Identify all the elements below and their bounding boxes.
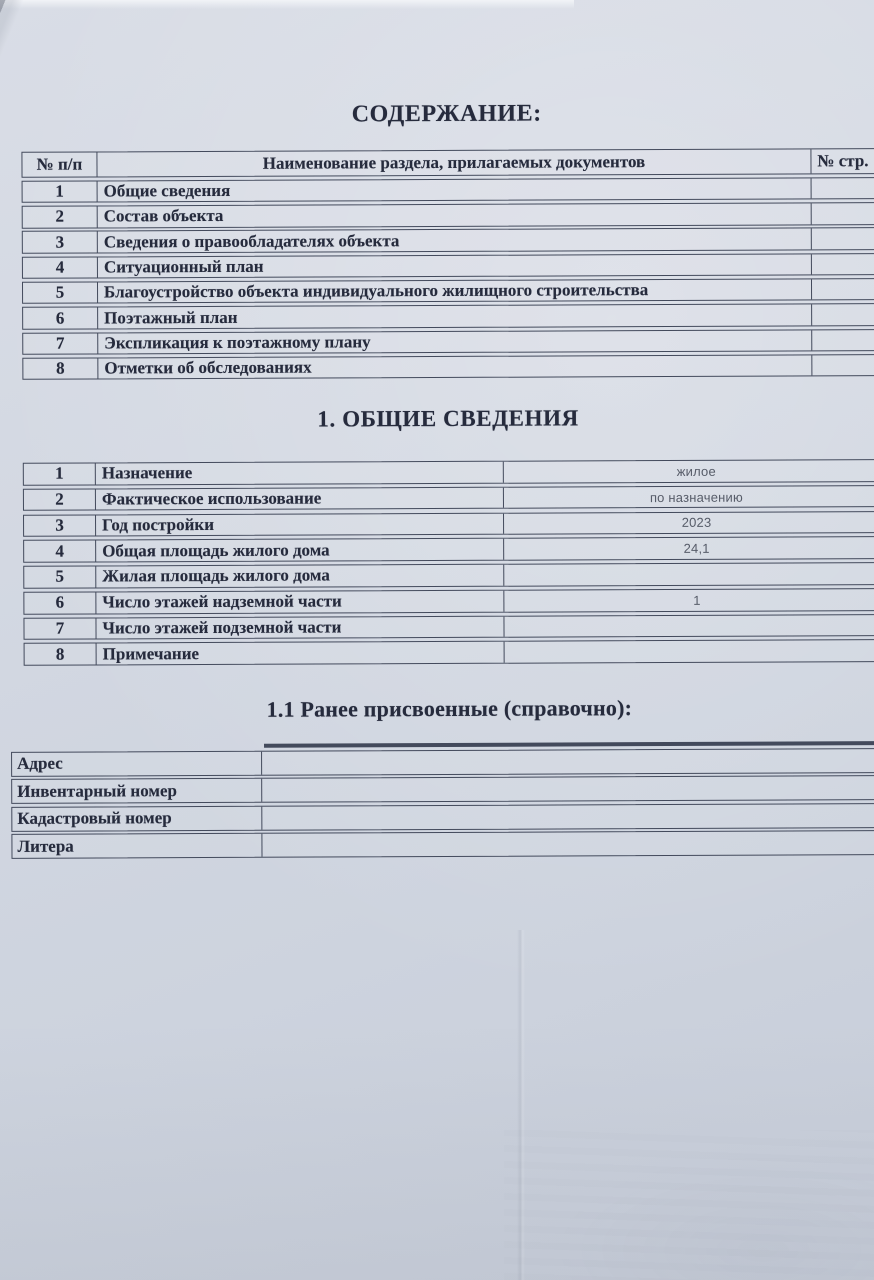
- reference-table-thick-border: [264, 741, 874, 747]
- toc-title: СОДЕРЖАНИЕ:: [351, 100, 542, 128]
- reference-row-value: [262, 804, 874, 829]
- reference-section-title: 1.1 Ранее присвоенные (справочно):: [266, 695, 633, 722]
- general-table-row: [23, 536, 874, 562]
- reference-row-label: Литера: [12, 834, 262, 858]
- reference-row-label: Инвентарный номер: [12, 779, 262, 803]
- toc-row-title: Экспликация к поэтажному плану: [104, 332, 371, 353]
- toc-table-row: [22, 177, 874, 203]
- toc-table-row: [22, 227, 874, 253]
- general-row-label: Год постройки: [96, 513, 504, 535]
- toc-row-title: Поэтажный план: [104, 307, 238, 327]
- general-table-row: [23, 459, 874, 485]
- reference-table-row: [11, 830, 874, 858]
- toc-row-title: Сведения о правообладателях объекта: [103, 230, 400, 252]
- toc-header-name: Наименование раздела, прилагаемых документов: [262, 152, 646, 173]
- general-row-label: Назначение: [96, 462, 504, 484]
- general-table-row: [23, 511, 874, 537]
- general-row-label: Число этажей подземной части: [96, 616, 504, 638]
- toc-row-page: [811, 228, 874, 249]
- toc-row-number: 8: [23, 358, 98, 379]
- reference-table-body: [11, 748, 874, 859]
- toc-row-page: [811, 279, 874, 300]
- general-row-number: 3: [24, 515, 96, 536]
- general-row-number: 2: [24, 489, 96, 510]
- general-row-label: Фактическое использование: [96, 487, 504, 509]
- reference-row-label: Адрес: [12, 752, 262, 776]
- toc-table-row: [22, 354, 874, 380]
- general-row-value: по назначению: [649, 489, 743, 505]
- general-row-value: 24,1: [683, 540, 710, 557]
- general-row-number: 4: [24, 541, 96, 562]
- general-row-value: [505, 640, 874, 662]
- toc-row-title: Ситуационный план: [103, 256, 264, 277]
- general-row-label: Общая площадь жилого дома: [96, 539, 504, 561]
- general-table-row: [23, 485, 874, 511]
- general-row-number: 7: [24, 618, 96, 639]
- toc-row-number: 2: [23, 207, 98, 228]
- toc-row-page: [811, 178, 874, 199]
- toc-table-body: [22, 177, 874, 380]
- general-row-value: жилое: [676, 463, 716, 479]
- general-table-row: [23, 588, 874, 614]
- toc-row-title: Отметки об обследованиях: [104, 357, 312, 378]
- general-row-number: 8: [25, 644, 97, 665]
- general-row-label: Примечание: [97, 642, 505, 664]
- general-info-table: [23, 459, 874, 666]
- reference-table-row: [11, 803, 874, 831]
- toc-table: [21, 148, 874, 380]
- toc-table-row: [22, 278, 874, 304]
- toc-row-page: [811, 304, 874, 325]
- toc-row-page: [811, 254, 874, 275]
- toc-row-number: 1: [23, 181, 98, 202]
- toc-table-row: [22, 329, 874, 355]
- general-table-row: [23, 614, 874, 640]
- toc-row-number: 5: [23, 282, 98, 303]
- reference-row-value: [262, 831, 874, 856]
- reference-table: [11, 748, 874, 859]
- toc-table-row: [22, 202, 874, 228]
- toc-table-row: [22, 253, 874, 279]
- reference-row-value: [262, 749, 874, 774]
- toc-row-page: [811, 330, 874, 351]
- reference-table-row: [11, 748, 874, 776]
- toc-row-title: Состав объекта: [103, 206, 224, 226]
- toc-row-number: 4: [23, 257, 98, 278]
- general-table-body: [23, 459, 874, 666]
- general-row-label: Жилая площадь жилого дома: [96, 565, 504, 587]
- toc-row-title: Общие сведения: [103, 180, 231, 201]
- general-row-label: Число этажей надземной части: [96, 591, 504, 613]
- general-table-row: [23, 562, 874, 588]
- reference-row-label: Кадастровый номер: [12, 807, 262, 831]
- toc-row-number: 6: [23, 308, 98, 329]
- toc-row-number: 3: [23, 232, 98, 253]
- toc-header-num: № п/п: [22, 152, 97, 176]
- toc-table-row: [22, 303, 874, 329]
- toc-row-page: [811, 203, 874, 224]
- toc-header-page: № стр.: [810, 149, 874, 173]
- toc-row-title: Благоустройство объекта индивидуального жилищного строительства: [103, 280, 649, 302]
- reference-table-row: [11, 776, 874, 804]
- general-row-number: 5: [24, 567, 96, 588]
- general-row-value: [504, 563, 874, 585]
- reference-row-value: [262, 777, 874, 802]
- toc-row-number: 7: [23, 333, 98, 354]
- general-row-number: 1: [24, 463, 96, 484]
- general-table-row: [24, 639, 874, 665]
- toc-table-header-row: [21, 148, 874, 178]
- general-section-title: 1. ОБЩИЕ СВЕДЕНИЯ: [317, 405, 579, 432]
- toc-row-page: [811, 355, 874, 376]
- general-row-value: 2023: [681, 515, 712, 531]
- general-row-value: 1: [693, 592, 701, 608]
- general-row-number: 6: [24, 592, 96, 613]
- general-row-value: [504, 615, 874, 637]
